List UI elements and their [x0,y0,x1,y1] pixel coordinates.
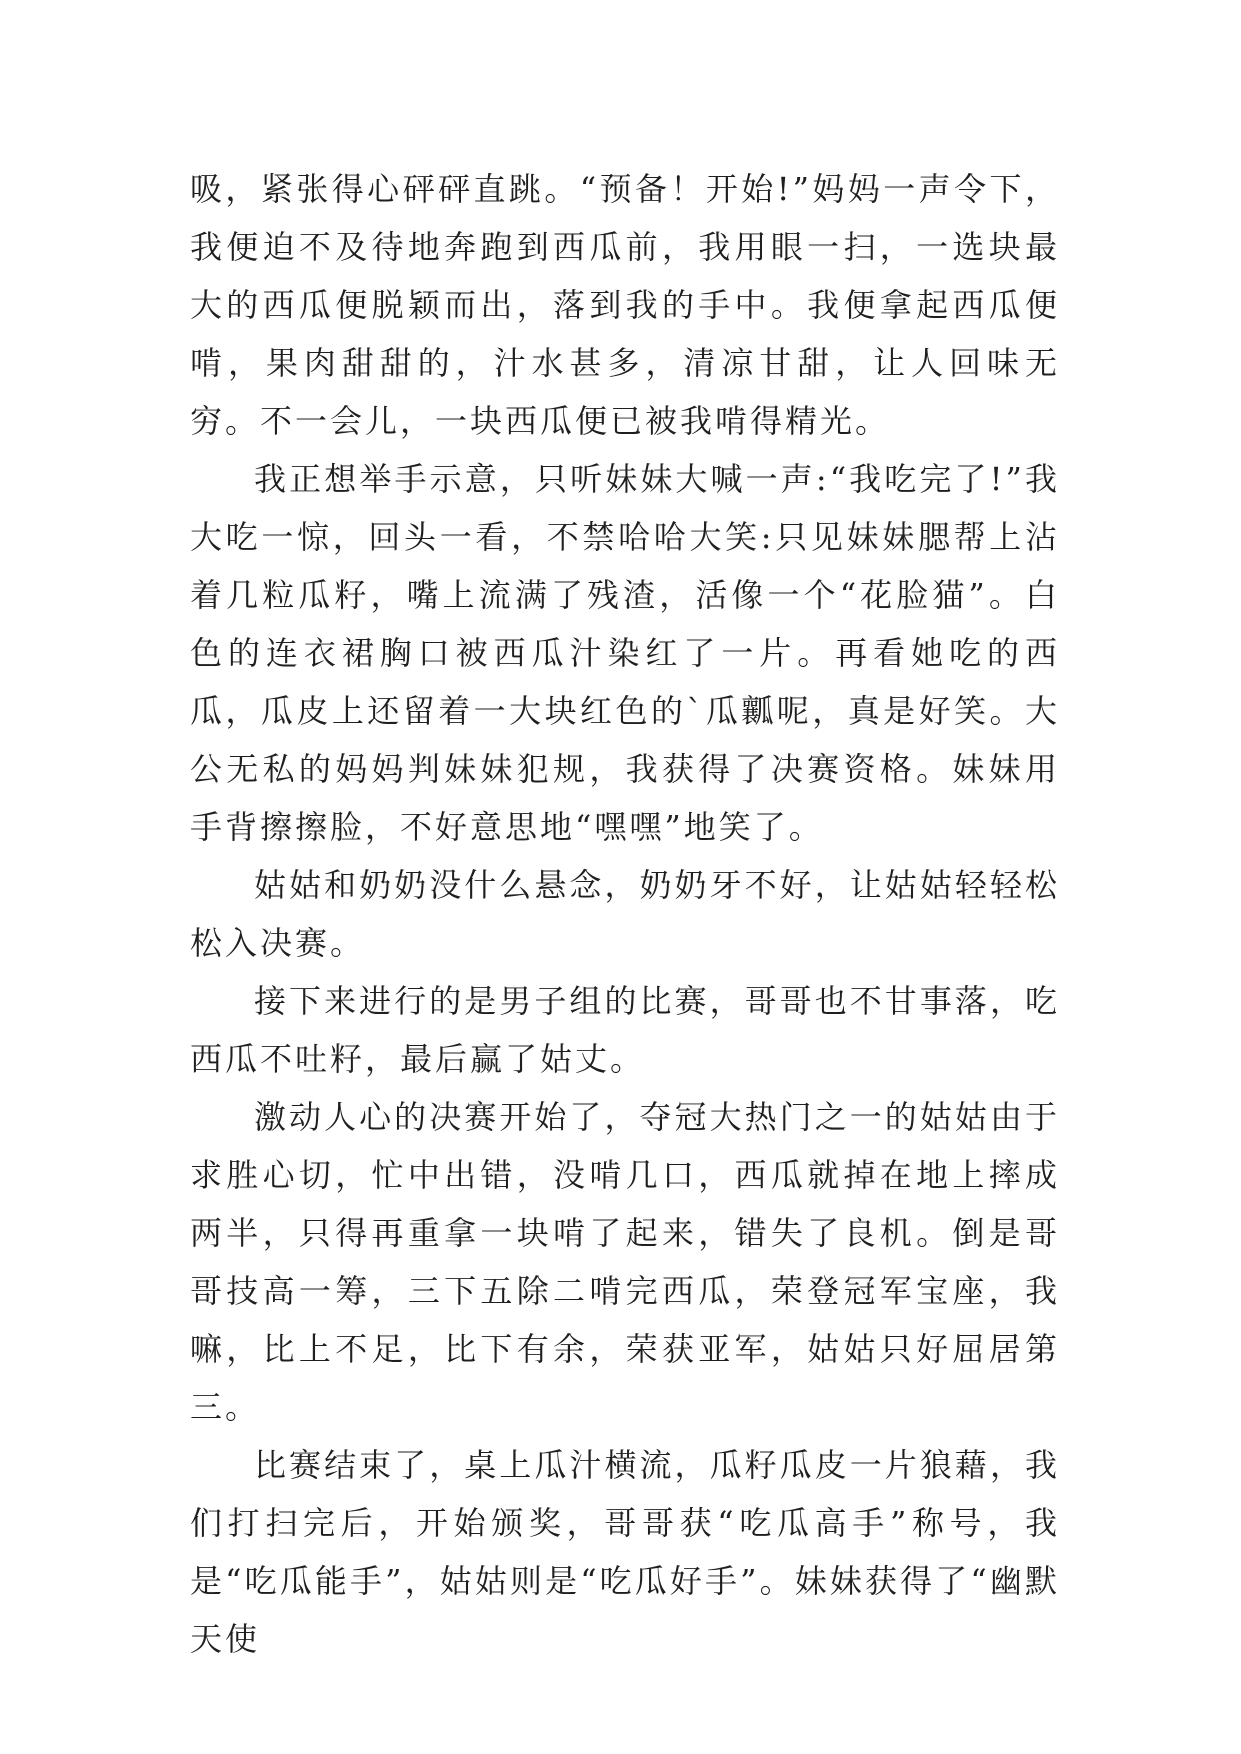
paragraph-4: 接下来进行的是男子组的比赛，哥哥也不甘事落，吃西瓜不吐籽，最后赢了姑丈。 [190,982,1060,1078]
paragraph-5: 激动人心的决赛开始了，夺冠大热门之一的姑姑由于求胜心切，忙中出错，没啃几口，西瓜就掉在地上摔成两半，只得再重拿一块啃了起来，错失了良机。倒是哥哥技高一筹，三下五除二啃完西瓜，荣登冠军宝座，我嘛，比上不足，比下有余，荣获亚军，姑姑只好屈居第三。 [190,1098,1060,1426]
document-body [190,160,1060,1668]
paragraph-3: 姑姑和奶奶没什么悬念，奶奶牙不好，让姑姑轻轻松松入决赛。 [190,866,1060,962]
paragraph-1: 吸，紧张得心砰砰直跳。“预备！开始!”妈妈一声令下，我便迫不及待地奔跑到西瓜前，我用眼一扫，一选块最大的西瓜便脱颖而出，落到我的手中。我便拿起西瓜便啃，果肉甜甜的，汁水甚多，清凉甘甜，让人回味无穷。不一会儿，一块西瓜便已被我啃得精光。 [190,170,1060,440]
paragraph-2: 我正想举手示意，只听妹妹大喊一声:“我吃完了!”我大吃一惊，回头一看，不禁哈哈大笑:只见妹妹腮帮上沾着几粒瓜籽，嘴上流满了残渣，活像一个“花脸猫”。白色的连衣裙胸口被西瓜汁染红了一片。再看她吃的西瓜，瓜皮上还留着一大块红色的`瓜瓤呢，真是好笑。大公无私的妈妈判妹妹犯规，我获得了决赛资格。妹妹用手背擦擦脸，不好意思地“嘿嘿”地笑了。 [190,460,1060,846]
paragraph-6: 比赛结束了，桌上瓜汁横流，瓜籽瓜皮一片狼藉，我们打扫完后，开始颁奖，哥哥获“吃瓜高手”称号，我是“吃瓜能手”，姑姑则是“吃瓜好手”。妹妹获得了“幽默天使 [190,1446,1060,1658]
